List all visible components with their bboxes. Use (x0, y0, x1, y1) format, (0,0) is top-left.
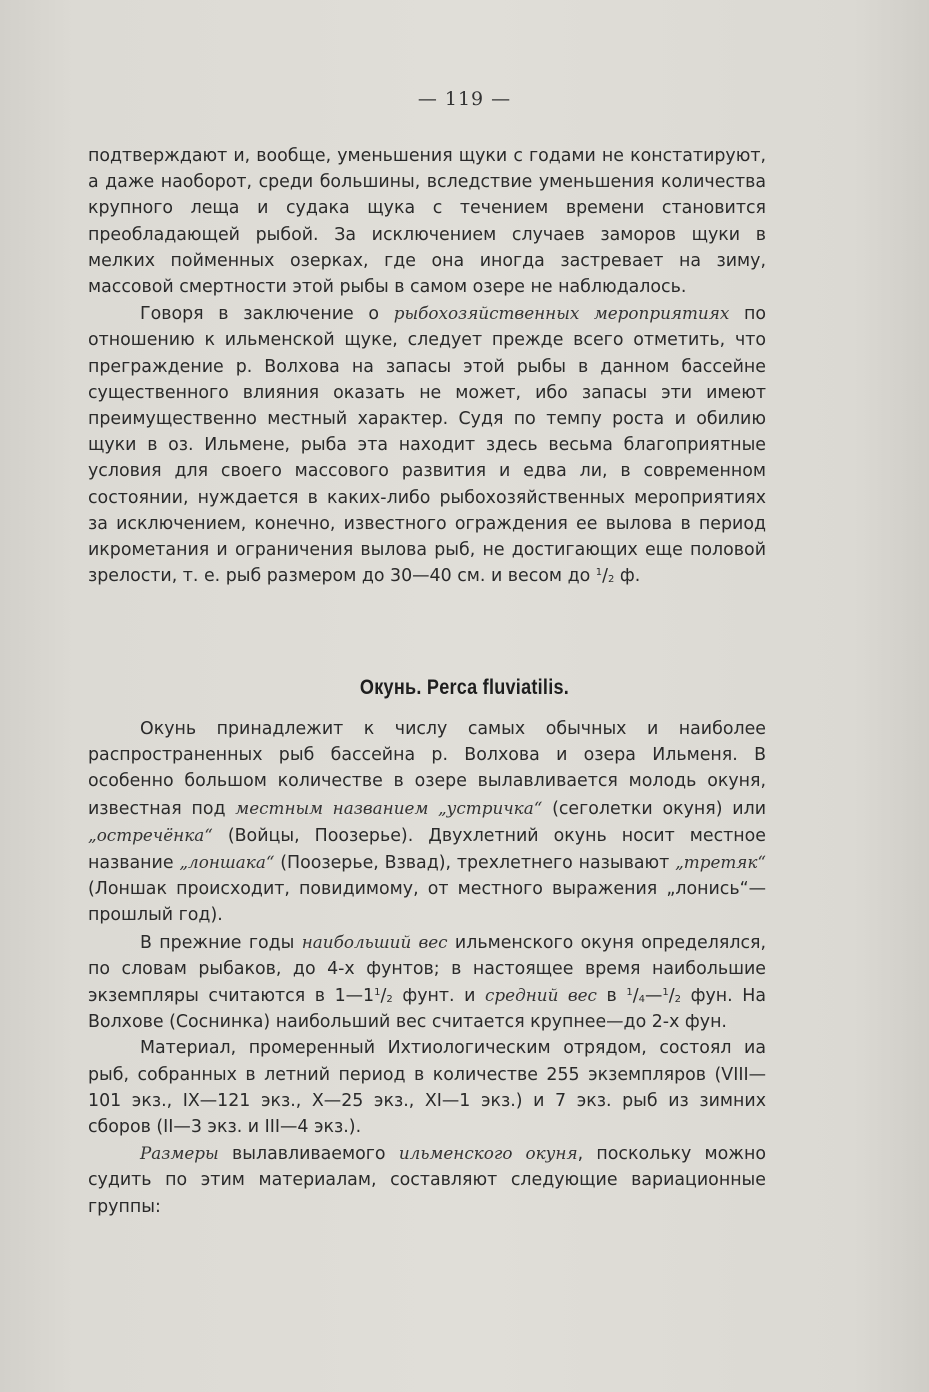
paragraph-perch-sizes: Размеры вылавливаемого ильменского окуня, поскольку можно судить по этим материалам, составляют следующие вариационные группы: (88, 1143, 766, 1217)
emphasis-lonshaka: „лоншака“ (179, 852, 275, 873)
paragraph-pike-mortality: подтверждают и, вообще, уменьшения щуки с годами не констатируют, а даже наоборот, среди большины, вследствие уменьшения количества крупного леща и судака щука с течением времени становится преобладающей рыбой. За исключением случаев заморов щуки в мелких пойменных озерках, где она иногда застревает на зиму, массовой смертности этой рыбы в самом озере не наблюдалось. (88, 146, 766, 298)
emphasis-tretyak: „третяк“ (675, 852, 766, 873)
page-number: — 119 — (417, 88, 512, 110)
emphasis-average-weight: средний вес (485, 985, 597, 1006)
emphasis-ostrechenka: „остречёнка“ (88, 824, 213, 845)
paragraph-perch-names: Окунь принадлежит к числу самых обычных и наиболее распространенных рыб бассейна р. Волхова и озера Ильменя. В особенно большом количестве в озере вылавливается молодь окуня, известная под местным названием „устричка“ (сеголетки окуня) или „остречёнка“ (Войцы, Поозерье). Двухлетний окунь носит местное название „лоншака“ (Поозерье, Взвад), трехлетнего называют „третяк“ (Лоншак происходит, повидимому, от местного выражения „лонись“—прошлый год). (88, 719, 766, 926)
emphasis-ilmen-perch: ильменского окуня (398, 1143, 578, 1164)
section-heading-perch: Окунь. Perca fluviatilis. (359, 676, 570, 699)
emphasis-fishery-measures: рыбохозяйственных мероприятиях (393, 303, 730, 324)
emphasis-sizes: Размеры (140, 1143, 219, 1164)
paragraph-perch-material: Материал, промеренный Ихтиологическим отрядом, состоял иа рыб, собранных в летний период в количестве 255 экземпляров (VIII—101 экз., IX—121 экз., X—25 экз., XI—1 экз.) и 7 экз. рыб из зимних сборов (II—3 экз. и III—4 экз.). (88, 1038, 766, 1138)
paragraph-perch-weight: В прежние годы наибольший вес ильменского окуня определялся, по словам рыбаков, до 4-х фунтов; в настоящее время наибольшие экземпляры считаются в $1—1^1/_2$ фунт. и средний вес в $^1/_4—^1/_2$ фун. На Волхове (Соснинка) наибольший вес считается крупнее—до 2-х фун. (88, 931, 766, 1033)
fraction-numerator: 1 (595, 567, 603, 579)
emphasis-local-name: местным названием „устричка“ (235, 797, 543, 818)
emphasis-max-weight: наибольший вес (301, 931, 448, 952)
text-block-pike (88, 143, 766, 589)
text-block-perch (88, 716, 766, 1220)
fraction-denominator: 2 (608, 574, 615, 586)
paragraph-pike-measures: Говоря в заключение о рыбохозяйственных мероприятиях по отношению к ильменской щуке, следует прежде всего отметить, что преграждение р. Волхова на запасы этой рыбы в данном бассейне существенного влияния оказать не может, ибо запасы эти имеют преимущественно местный характер. Судя по темпу роста и обилию щуки в оз. Ильмене, рыба эта находит здесь весьма благоприятные условия для своего массового развития и едва ли, в современном состоянии, нуждается в каких-либо рыбохозяйственных мероприятиях за исключением, конечно, известного ограждения ее вылова в период икрометания и ограничения вылова рыб, не достигающих еще половой зрелости, т. е. рыб размером до 30—40 см. и весом до $^1/_2$ ф. (88, 303, 766, 587)
